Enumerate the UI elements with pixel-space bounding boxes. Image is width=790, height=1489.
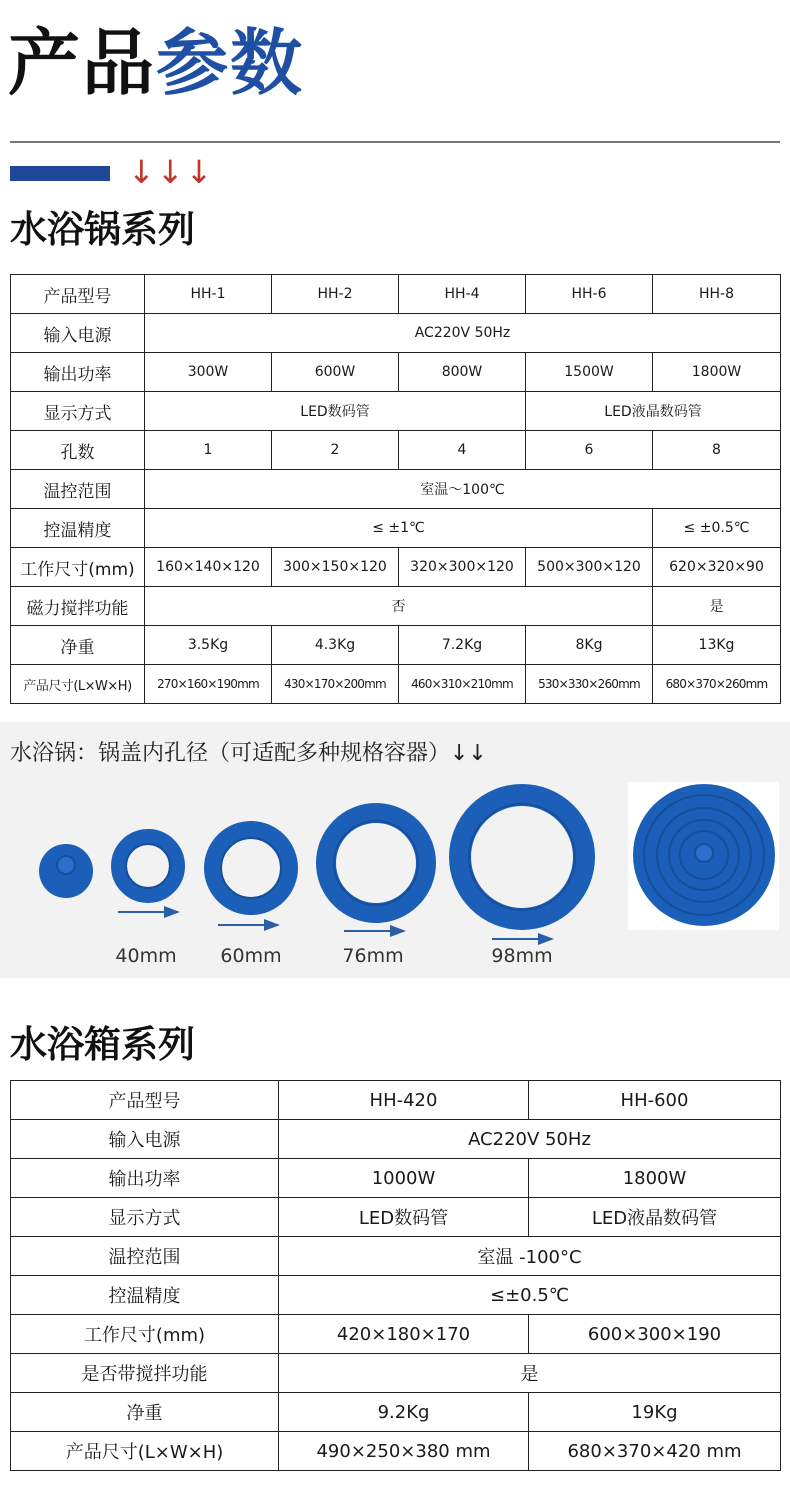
table-cell: 1800W: [529, 1159, 781, 1198]
table-cell: 13Kg: [653, 626, 781, 665]
table-cell: 490×250×380 mm: [279, 1432, 529, 1471]
table-row: [11, 470, 781, 509]
row-label: 控温精度: [11, 509, 145, 548]
table-cell: HH-4: [399, 275, 526, 314]
table-cell: 1800W: [653, 353, 781, 392]
table-cell: 600W: [272, 353, 399, 392]
row-label: 孔数: [11, 431, 145, 470]
table-row: [11, 548, 781, 587]
table-cell: ≤±0.5℃: [279, 1276, 781, 1315]
size-label-98: 98mm: [491, 945, 553, 967]
table-cell: 是: [279, 1354, 781, 1393]
table-cell: 8: [653, 431, 781, 470]
row-label: 净重: [11, 626, 145, 665]
table-row: [11, 353, 781, 392]
table-cell: ≤ ±0.5℃: [653, 509, 781, 548]
row-label: 输入电源: [11, 314, 145, 353]
table-row: [11, 1237, 781, 1276]
row-label: 显示方式: [11, 1198, 279, 1237]
table-cell: HH-600: [529, 1081, 781, 1120]
table-cell: 300W: [145, 353, 272, 392]
table-cell: AC220V 50Hz: [279, 1120, 781, 1159]
table-cell: 800W: [399, 353, 526, 392]
table-row: [11, 431, 781, 470]
row-label: 产品型号: [11, 1081, 279, 1120]
row-label: 工作尺寸(mm): [11, 1315, 279, 1354]
table-cell: 430×170×200mm: [272, 665, 399, 704]
table-cell: HH-2: [272, 275, 399, 314]
table-cell: 1000W: [279, 1159, 529, 1198]
accent-bar: [10, 166, 110, 181]
table-cell: 7.2Kg: [399, 626, 526, 665]
table-cell: 300×150×120: [272, 548, 399, 587]
table-row: [11, 1276, 781, 1315]
table-cell: AC220V 50Hz: [145, 314, 781, 353]
stacked-lid-icon: [633, 784, 775, 926]
lid-illustration: [0, 722, 790, 978]
row-label: 温控范围: [11, 470, 145, 509]
table-row: [11, 1393, 781, 1432]
table-cell: 620×320×90: [653, 548, 781, 587]
table-cell: 19Kg: [529, 1393, 781, 1432]
table-cell: LED数码管: [145, 392, 526, 431]
table-row: [11, 587, 781, 626]
table-row: [11, 626, 781, 665]
table-cell: 460×310×210mm: [399, 665, 526, 704]
table-cell: 是: [653, 587, 781, 626]
lid-ring-40-icon: [119, 837, 177, 895]
table-cell: HH-6: [526, 275, 653, 314]
table-row: [11, 1198, 781, 1237]
size-label-60: 60mm: [220, 945, 282, 967]
row-label: 产品型号: [11, 275, 145, 314]
table-row: [11, 1120, 781, 1159]
table-row: [11, 665, 781, 704]
table-cell: 4: [399, 431, 526, 470]
table-row: [11, 392, 781, 431]
lid-ring-76-icon: [326, 813, 426, 913]
divider: [10, 141, 780, 143]
row-label: 净重: [11, 1393, 279, 1432]
table-cell: 680×370×260mm: [653, 665, 781, 704]
page-title-black: 产品: [8, 21, 157, 105]
table-row: [11, 1432, 781, 1471]
table-cell: 否: [145, 587, 653, 626]
size-label-40: 40mm: [115, 945, 177, 967]
table-cell: 600×300×190: [529, 1315, 781, 1354]
table-cell: 6: [526, 431, 653, 470]
table-cell: 3.5Kg: [145, 626, 272, 665]
water-tank-spec-table: [10, 1080, 781, 1471]
row-label: 产品尺寸(L×W×H): [11, 665, 145, 704]
table-cell: 320×300×120: [399, 548, 526, 587]
lid-ring-60-icon: [213, 830, 289, 906]
row-label: 输出功率: [11, 353, 145, 392]
table-row: [11, 1081, 781, 1120]
table-cell: 9.2Kg: [279, 1393, 529, 1432]
series2-title: 水浴箱系列: [10, 1023, 195, 1066]
row-label: 是否带搅拌功能: [11, 1354, 279, 1393]
row-label: 工作尺寸(mm): [11, 548, 145, 587]
size-label-76: 76mm: [342, 945, 404, 967]
row-label: 输入电源: [11, 1120, 279, 1159]
table-cell: 1500W: [526, 353, 653, 392]
table-cell: ≤ ±1℃: [145, 509, 653, 548]
row-label: 产品尺寸(L×W×H): [11, 1432, 279, 1471]
lid-cap-icon: [39, 844, 93, 898]
table-cell: 4.3Kg: [272, 626, 399, 665]
lid-section-title: 水浴锅：锅盖内孔径（可适配多种规格容器）↓↓: [10, 741, 487, 766]
row-label: 磁力搅拌功能: [11, 587, 145, 626]
table-cell: 420×180×170: [279, 1315, 529, 1354]
table-row: [11, 1315, 781, 1354]
table-cell: LED数码管: [279, 1198, 529, 1237]
table-cell: 2: [272, 431, 399, 470]
lid-ring-98-icon: [460, 795, 584, 919]
table-cell: LED液晶数码管: [526, 392, 781, 431]
table-cell: HH-1: [145, 275, 272, 314]
table-cell: 680×370×420 mm: [529, 1432, 781, 1471]
down-arrows-icon: ↓↓↓: [128, 153, 215, 191]
row-label: 显示方式: [11, 392, 145, 431]
page-title-blue: 参数: [156, 21, 305, 105]
table-cell: 270×160×190mm: [145, 665, 272, 704]
table-cell: 160×140×120: [145, 548, 272, 587]
table-row: [11, 1354, 781, 1393]
table-cell: 1: [145, 431, 272, 470]
table-row: [11, 314, 781, 353]
row-label: 输出功率: [11, 1159, 279, 1198]
row-label: 控温精度: [11, 1276, 279, 1315]
table-cell: HH-420: [279, 1081, 529, 1120]
table-cell: 500×300×120: [526, 548, 653, 587]
table-cell: 530×330×260mm: [526, 665, 653, 704]
table-cell: 室温～100℃: [145, 470, 781, 509]
table-cell: LED液晶数码管: [529, 1198, 781, 1237]
row-label: 温控范围: [11, 1237, 279, 1276]
table-row: [11, 509, 781, 548]
page-title: [8, 18, 304, 108]
table-row: [11, 275, 781, 314]
table-cell: 室温 -100°C: [279, 1237, 781, 1276]
table-row: [11, 1159, 781, 1198]
table-cell: HH-8: [653, 275, 781, 314]
series1-title: 水浴锅系列: [10, 208, 195, 251]
water-bath-spec-table: [10, 274, 781, 704]
table-cell: 8Kg: [526, 626, 653, 665]
